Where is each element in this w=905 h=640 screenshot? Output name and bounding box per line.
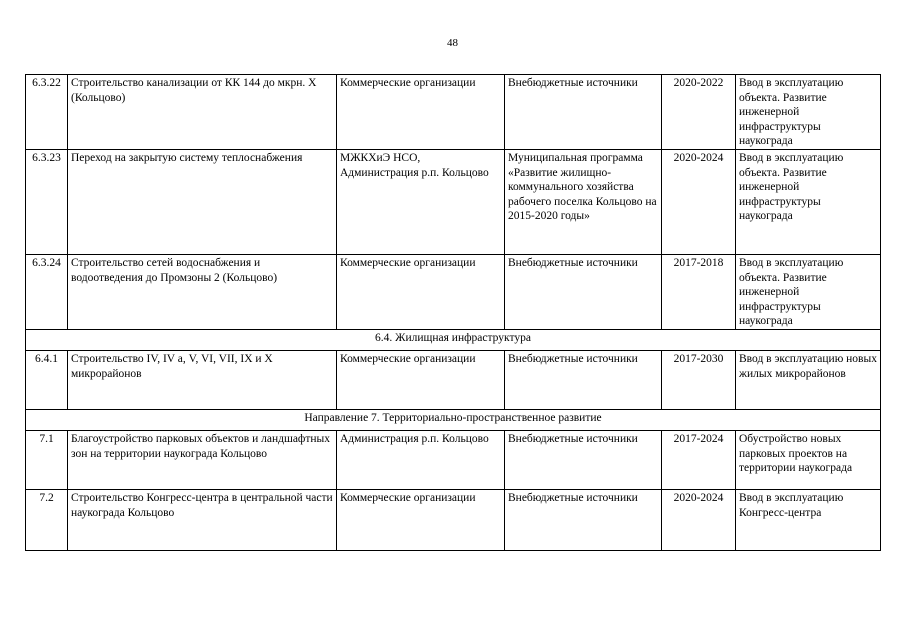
table-row [26, 431, 881, 490]
item-executor: Администрация р.п. Кольцово [337, 431, 505, 490]
item-number: 7.1 [26, 431, 68, 490]
item-years: 2020-2024 [662, 150, 736, 255]
section-title: Направление 7. Территориально-пространственное развитие [26, 410, 881, 431]
item-number: 6.3.24 [26, 255, 68, 330]
table-row [26, 490, 881, 551]
item-result: Ввод в эксплуатацию новых жилых микрорайонов [736, 351, 881, 410]
item-result: Ввод в эксплуатацию объекта. Развитие инженерной инфраструктуры наукограда [736, 255, 881, 330]
section-row [26, 410, 881, 431]
item-number: 6.3.23 [26, 150, 68, 255]
item-name: Строительство канализации от КК 144 до мкрн. Х (Кольцово) [68, 75, 337, 150]
item-source: Внебюджетные источники [505, 351, 662, 410]
item-years: 2017-2030 [662, 351, 736, 410]
table-row [26, 255, 881, 330]
item-result: Ввод в эксплуатацию объекта. Развитие инженерной инфраструктуры наукограда [736, 75, 881, 150]
item-number: 6.3.22 [26, 75, 68, 150]
item-years: 2017-2018 [662, 255, 736, 330]
item-executor: Коммерческие организации [337, 351, 505, 410]
item-name: Строительство Конгресс-центра в центральной части наукограда Кольцово [68, 490, 337, 551]
item-source: Внебюджетные источники [505, 255, 662, 330]
table-row [26, 351, 881, 410]
item-years: 2017-2024 [662, 431, 736, 490]
item-name: Строительство IV, IV а, V, VI, VII, IX и X микрорайонов [68, 351, 337, 410]
item-executor: Коммерческие организации [337, 490, 505, 551]
section-row [26, 330, 881, 351]
item-name: Переход на закрытую систему теплоснабжения [68, 150, 337, 255]
item-years: 2020-2024 [662, 490, 736, 551]
item-source: Внебюджетные источники [505, 75, 662, 150]
item-source: Внебюджетные источники [505, 490, 662, 551]
item-source: Муниципальная программа «Развитие жилищно-коммунального хозяйства рабочего поселка Кольцово на 2015-2020 годы» [505, 150, 662, 255]
item-number: 6.4.1 [26, 351, 68, 410]
item-number: 7.2 [26, 490, 68, 551]
item-result: Ввод в эксплуатацию Конгресс-центра [736, 490, 881, 551]
table-row [26, 75, 881, 150]
item-name: Строительство сетей водоснабжения и водоотведения до Промзоны 2 (Кольцово) [68, 255, 337, 330]
table-row [26, 150, 881, 255]
item-executor: МЖКХиЭ НСО, Администрация р.п. Кольцово [337, 150, 505, 255]
item-name: Благоустройство парковых объектов и ландшафтных зон на территории наукограда Кольцово [68, 431, 337, 490]
measures-table [25, 74, 881, 551]
section-title: 6.4. Жилищная инфраструктура [26, 330, 881, 351]
item-source: Внебюджетные источники [505, 431, 662, 490]
item-years: 2020-2022 [662, 75, 736, 150]
page-number: 48 [447, 37, 458, 49]
item-executor: Коммерческие организации [337, 75, 505, 150]
item-executor: Коммерческие организации [337, 255, 505, 330]
item-result: Обустройство новых парковых проектов на территории наукограда [736, 431, 881, 490]
item-result: Ввод в эксплуатацию объекта. Развитие инженерной инфраструктуры наукограда [736, 150, 881, 255]
